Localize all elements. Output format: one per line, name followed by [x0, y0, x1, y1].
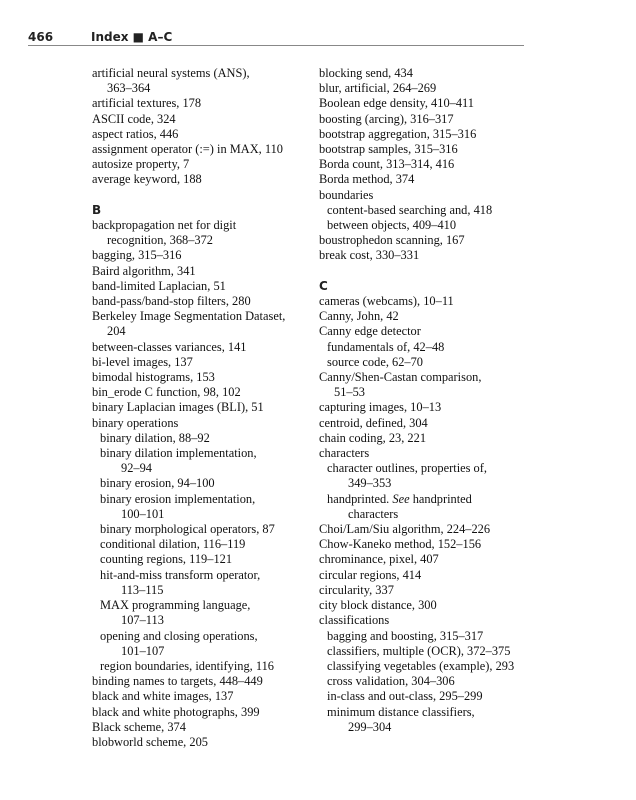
- entry-text: handprinted.: [327, 491, 393, 506]
- index-entry: average keyword, 188: [92, 172, 202, 187]
- index-entry: content-based searching and, 418: [327, 202, 493, 217]
- index-entry: ASCII code, 324: [92, 111, 176, 126]
- index-entry: binary morphological operators, 87: [100, 522, 275, 537]
- index-entry: MAX programming language,: [100, 598, 251, 613]
- section-letter: B: [92, 202, 102, 217]
- index-entry: characters: [348, 506, 399, 521]
- index-entry: Baird algorithm, 341: [92, 263, 196, 278]
- index-entry: cameras (webcams), 10–11: [319, 294, 454, 309]
- index-entry: binary Laplacian images (BLI), 51: [92, 400, 264, 415]
- index-entry: bimodal histograms, 153: [92, 370, 215, 385]
- index-entry: binary erosion implementation,: [100, 491, 256, 506]
- index-entry: binary operations: [92, 415, 179, 430]
- index-entry: fundamentals of, 42–48: [327, 339, 445, 354]
- index-entry: bi-level images, 137: [92, 354, 193, 369]
- index-entry: Choi/Lam/Siu algorithm, 224–226: [319, 522, 491, 537]
- index-entry: 299–304: [348, 719, 392, 734]
- index-entry: Black scheme, 374: [92, 719, 186, 734]
- index-entry: bagging, 315–316: [92, 248, 182, 263]
- index-entry: binding names to targets, 448–449: [92, 674, 263, 689]
- index-entry: 101–107: [121, 643, 165, 658]
- index-entry: [319, 492, 534, 507]
- index-entry: Canny, John, 42: [319, 309, 399, 324]
- index-entry: circularity, 337: [319, 582, 394, 597]
- index-entry: between objects, 409–410: [327, 218, 457, 233]
- index-entry: source code, 62–70: [327, 354, 423, 369]
- index-entry: cross validation, 304–306: [327, 674, 455, 689]
- index-entry: region boundaries, identifying, 116: [100, 658, 275, 673]
- index-entry: bagging and boosting, 315–317: [327, 628, 484, 643]
- index-entry: autosize property, 7: [92, 157, 190, 172]
- index-entry: blur, artificial, 264–269: [319, 81, 437, 96]
- index-entry: hit-and-miss transform operator,: [100, 567, 261, 582]
- index-entry: Borda method, 374: [319, 172, 415, 187]
- index-entry: binary erosion, 94–100: [100, 476, 215, 491]
- index-entry: characters: [319, 446, 370, 461]
- index-entry: aspect ratios, 446: [92, 126, 179, 141]
- index-entry: 204: [107, 324, 126, 339]
- index-entry: character outlines, properties of,: [327, 461, 487, 476]
- header-rule: [28, 45, 524, 46]
- index-entry: boundaries: [319, 187, 374, 202]
- index-entry: 107–113: [121, 613, 164, 628]
- index-entry: 363–364: [107, 81, 151, 96]
- index-entry: chain coding, 23, 221: [319, 430, 427, 445]
- index-entry: band-pass/band-stop filters, 280: [92, 294, 251, 309]
- index-entry: Borda count, 313–314, 416: [319, 157, 455, 172]
- index-entry: binary dilation implementation,: [100, 446, 257, 461]
- index-entry: Canny edge detector: [319, 324, 421, 339]
- index-entry: classifiers, multiple (OCR), 372–375: [327, 643, 511, 658]
- index-entry: 100–101: [121, 506, 165, 521]
- index-entry: conditional dilation, 116–119: [100, 537, 246, 552]
- section-gap: [92, 188, 312, 203]
- index-entry: blobworld scheme, 205: [92, 734, 208, 749]
- index-entry: blocking send, 434: [319, 66, 413, 80]
- index-entry: artificial neural systems (ANS),: [92, 66, 250, 80]
- index-entry: bootstrap samples, 315–316: [319, 142, 458, 157]
- index-entry: between-classes variances, 141: [92, 339, 247, 354]
- index-entry: black and white images, 137: [92, 689, 234, 704]
- index-entry: counting regions, 119–121: [100, 552, 233, 567]
- index-entry: band-limited Laplacian, 51: [92, 278, 226, 293]
- index-entry: capturing images, 10–13: [319, 400, 442, 415]
- index-entry: classifications: [319, 613, 390, 628]
- index-entry: 92–94: [121, 461, 152, 476]
- index-entry: recognition, 368–372: [107, 233, 213, 248]
- index-entry: binary dilation, 88–92: [100, 430, 210, 445]
- index-entry: 349–353: [348, 476, 392, 491]
- index-entry: break cost, 330–331: [319, 248, 420, 263]
- index-entry: black and white photographs, 399: [92, 704, 260, 719]
- index-entry: 51–53: [334, 385, 365, 400]
- index-entry: classifying vegetables (example), 293: [327, 658, 515, 673]
- index-entry: bin_erode C function, 98, 102: [92, 385, 241, 400]
- index-entry: assignment operator (:=) in MAX, 110: [92, 142, 283, 157]
- index-entry: Boolean edge density, 410–411: [319, 96, 474, 111]
- index-column-left: [92, 66, 312, 750]
- index-entry: chrominance, pixel, 407: [319, 552, 439, 567]
- index-entry: boustrophedon scanning, 167: [319, 233, 465, 248]
- index-entry: Chow-Kaneko method, 152–156: [319, 537, 482, 552]
- index-entry: Berkeley Image Segmentation Dataset,: [92, 309, 286, 324]
- index-entry: boosting (arcing), 316–317: [319, 111, 454, 126]
- see-reference: See: [392, 491, 410, 506]
- index-entry: backpropagation net for digit: [92, 218, 237, 233]
- running-title: Index ■ A–C: [91, 30, 173, 44]
- running-header: [28, 28, 524, 46]
- section-letter: C: [319, 278, 328, 293]
- index-entry: artificial textures, 178: [92, 96, 202, 111]
- page-number: 466: [28, 30, 54, 44]
- index-entry: in-class and out-class, 295–299: [327, 689, 483, 704]
- index-entry: bootstrap aggregation, 315–316: [319, 126, 477, 141]
- index-entry: centroid, defined, 304: [319, 415, 428, 430]
- index-entry: Canny/Shen-Castan comparison,: [319, 370, 482, 385]
- index-entry: opening and closing operations,: [100, 628, 258, 643]
- index-entry: minimum distance classifiers,: [327, 704, 475, 719]
- section-gap: [319, 264, 534, 279]
- index-entry: 113–115: [121, 582, 164, 597]
- index-entry: circular regions, 414: [319, 567, 422, 582]
- index-column-right: [319, 66, 534, 735]
- index-entry: city block distance, 300: [319, 598, 437, 613]
- entry-text: handprinted: [409, 491, 472, 506]
